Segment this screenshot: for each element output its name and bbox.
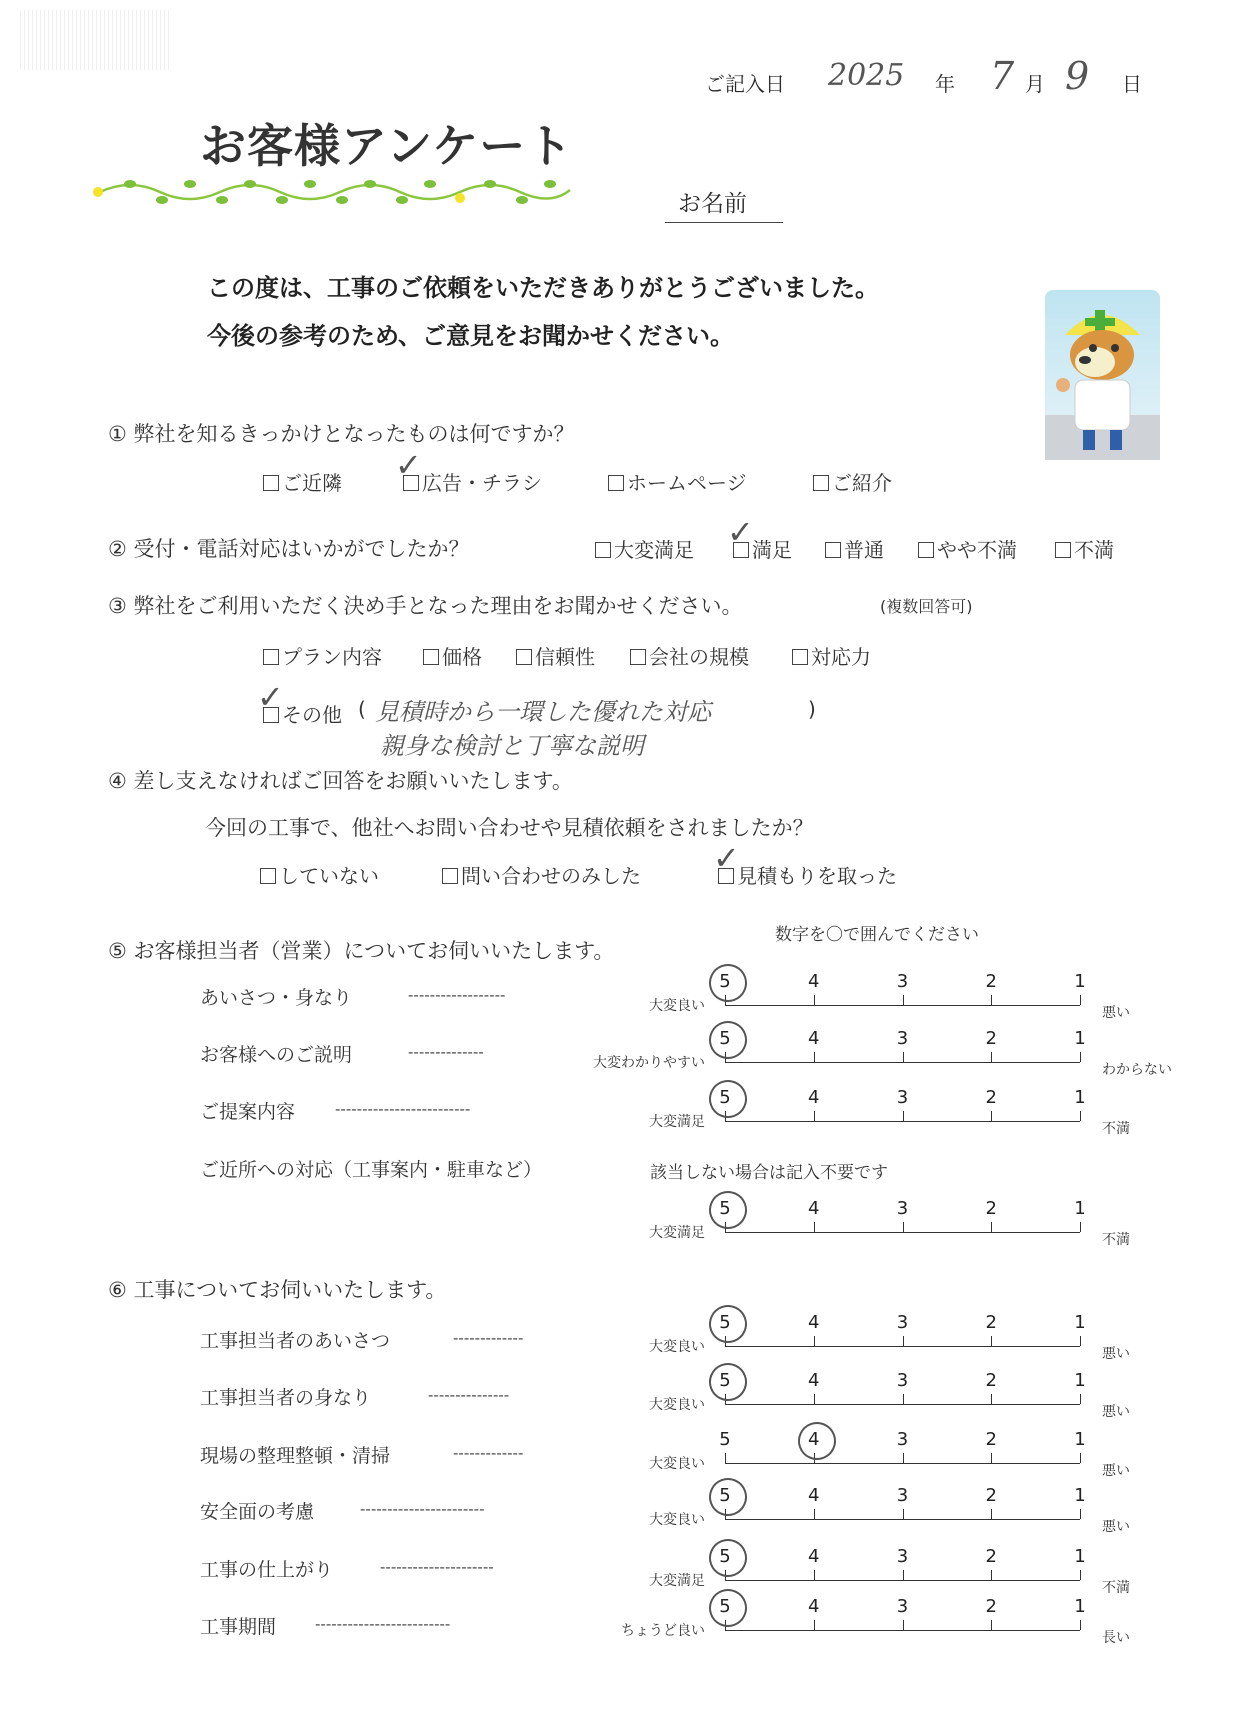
scale-number-3[interactable]: 3: [896, 1312, 909, 1333]
leader-dashes: -------------------------: [335, 1100, 471, 1118]
scale-number-4[interactable]: 4: [808, 1429, 820, 1450]
option-label: 広告・チラシ: [422, 471, 542, 495]
scale-number-3[interactable]: 3: [896, 1546, 909, 1567]
option-label: 価格: [442, 645, 482, 669]
scale-tick: [903, 1052, 904, 1062]
scale-left-label: 大変満足: [649, 1114, 705, 1130]
selected-circle-mark: [704, 1358, 753, 1407]
checkbox[interactable]: [918, 542, 934, 558]
scale-number-1[interactable]: 1: [1074, 971, 1086, 992]
q6-item-label: 工事期間: [200, 1616, 277, 1638]
q2-option-very-satisfied[interactable]: [595, 534, 694, 563]
checkbox[interactable]: [595, 542, 611, 558]
scale-number-1[interactable]: 1: [1074, 1312, 1086, 1333]
scale-tick: [903, 1570, 904, 1580]
scale-number-5[interactable]: 5: [719, 1028, 731, 1049]
scale-tick: [814, 1052, 815, 1062]
option-label: 会社の規模: [649, 645, 749, 669]
checkmark-icon: ✓: [257, 678, 284, 716]
q5-item-note: 該当しない場合は記入不要です: [650, 1163, 888, 1183]
scale-number-3[interactable]: 3: [896, 971, 909, 992]
scale-tick: [903, 995, 904, 1005]
checkbox[interactable]: [825, 542, 841, 558]
leader-dashes: --------------: [408, 1043, 484, 1061]
scale-tick: [1080, 1052, 1081, 1062]
option-label: していない: [279, 864, 379, 888]
scale-number-4[interactable]: 4: [808, 1485, 820, 1506]
q1-option-homepage[interactable]: [608, 467, 747, 496]
scale-right-label: 長い: [1102, 1630, 1130, 1646]
q2-question: ② 受付・電話対応はいかがでしたか？: [108, 537, 470, 561]
q5-question: ⑤ お客様担当者（営業）についてお伺いいたします。: [108, 939, 615, 963]
scale-number-4[interactable]: 4: [808, 1028, 820, 1049]
scale-line: [725, 1062, 1080, 1063]
scale-left-label: 大変良い: [649, 1512, 705, 1528]
scale-right-label: 悪い: [1102, 1519, 1130, 1535]
scale-tick: [991, 1509, 992, 1519]
q1-option-flyer[interactable]: [403, 467, 542, 496]
checkmark-icon: ✓: [395, 446, 422, 484]
scale-right-label: 悪い: [1102, 1463, 1130, 1479]
scale-tick: [814, 1620, 815, 1630]
scale-number-5[interactable]: 5: [719, 1596, 731, 1617]
scale-number-4[interactable]: 4: [808, 971, 820, 992]
scale-number-1[interactable]: 1: [1074, 1087, 1086, 1108]
option-label: 対応力: [811, 645, 871, 669]
scale-right-label: 不満: [1102, 1232, 1130, 1248]
q3-other-open-paren: (: [358, 697, 366, 721]
scale-tick: [903, 1509, 904, 1519]
selected-circle-mark: [704, 1016, 753, 1065]
q6-item-label: 安全面の考慮: [200, 1501, 315, 1523]
name-field[interactable]: [665, 222, 783, 223]
scale-line: [725, 1580, 1080, 1581]
leader-dashes: -------------------------: [315, 1615, 451, 1633]
option-label: ご近隣: [282, 471, 342, 495]
option-label: 満足: [752, 538, 792, 562]
scale-tick: [991, 1052, 992, 1062]
scale-number-5[interactable]: 5: [719, 1312, 731, 1333]
scale-tick: [814, 1570, 815, 1580]
leader-dashes: ---------------------: [380, 1558, 494, 1576]
q6-item-label: 工事担当者のあいさつ: [200, 1330, 391, 1352]
scale-tick: [1080, 1570, 1081, 1580]
q4-question: ④ 差し支えなければご回答をお願いいたします。: [108, 769, 573, 793]
checkbox[interactable]: [263, 475, 279, 491]
option-label: 見積もりを取った: [737, 864, 897, 888]
scale-tick: [991, 1222, 992, 1232]
scale-tick: [1080, 1111, 1081, 1121]
scale-number-1[interactable]: 1: [1074, 1596, 1086, 1617]
scale-tick: [1080, 1336, 1081, 1346]
q6-question: ⑥ 工事についてお伺いいたします。: [108, 1278, 447, 1302]
scale-tick: [1080, 1453, 1081, 1463]
scale-number-3[interactable]: 3: [896, 1485, 909, 1506]
scale-tick: [903, 1336, 904, 1346]
leader-dashes: -------------: [453, 1444, 524, 1462]
q5-item-label: お客様へのご説明: [200, 1044, 353, 1066]
intro-line-1: この度は、工事のご依頼をいただきありがとうございました。: [207, 274, 879, 302]
scale-number-1[interactable]: 1: [1074, 1198, 1086, 1219]
scale-tick: [991, 1453, 992, 1463]
scale-tick: [1080, 1394, 1081, 1404]
selected-circle-mark: [792, 1417, 841, 1466]
scale-tick: [725, 1453, 726, 1463]
scale-line: [725, 1346, 1080, 1347]
scale-left-label: 大変良い: [649, 1397, 705, 1413]
q3-option-trust[interactable]: [516, 641, 595, 670]
scale-left-label: ちょうど良い: [621, 1623, 705, 1639]
q1-option-neighbor[interactable]: [263, 467, 342, 496]
selected-circle-mark: [704, 1473, 753, 1522]
date-month-field[interactable]: 7: [990, 54, 1015, 98]
q3-other-text-line2[interactable]: 親身な検討と丁寧な説明: [380, 732, 644, 760]
checkbox[interactable]: [792, 649, 808, 665]
scale-line: [725, 1519, 1080, 1520]
scale-number-5[interactable]: 5: [719, 1546, 731, 1567]
q6-item-label: 工事担当者の身なり: [200, 1387, 372, 1409]
date-year-field[interactable]: 2025: [828, 58, 905, 93]
q2-option-normal[interactable]: [825, 534, 884, 563]
checkbox[interactable]: [516, 649, 532, 665]
q4-option-inquiry-only[interactable]: [442, 860, 641, 889]
scale-left-label: 大変良い: [649, 998, 705, 1014]
scale-left-label: 大変満足: [649, 1573, 705, 1589]
scale-right-label: 不満: [1102, 1121, 1130, 1137]
option-label: 信頼性: [535, 645, 595, 669]
month-unit: 月: [1025, 72, 1045, 96]
option-label: ホームページ: [627, 471, 747, 495]
page-title: お客様アンケート: [200, 119, 574, 173]
scale-number-3[interactable]: 3: [896, 1198, 909, 1219]
day-unit: 日: [1122, 72, 1142, 96]
scale-line: [725, 1232, 1080, 1233]
option-label: プラン内容: [282, 645, 382, 669]
scale-number-5[interactable]: 5: [719, 1429, 731, 1450]
leader-dashes: ------------------: [408, 986, 506, 1004]
scale-number-2[interactable]: 2: [985, 1429, 997, 1450]
date-label: ご記入日: [705, 72, 785, 96]
q3-question: ③ 弊社をご利用いただく決め手となった理由をお聞かせください。: [108, 594, 743, 618]
option-label: その他: [282, 703, 342, 727]
scale-number-5[interactable]: 5: [719, 1370, 731, 1391]
scale-number-1[interactable]: 1: [1074, 1485, 1086, 1506]
scale-tick: [903, 1222, 904, 1232]
year-unit: 年: [935, 72, 955, 96]
scale-number-3[interactable]: 3: [896, 1429, 909, 1450]
scale-tick: [991, 995, 992, 1005]
scale-tick: [903, 1453, 904, 1463]
leader-dashes: -----------------------: [360, 1500, 485, 1518]
q3-other-text-line1[interactable]: 見積時から一環した優れた対応: [375, 698, 711, 726]
q6-item-label: 工事の仕上がり: [200, 1559, 334, 1581]
scale-number-3[interactable]: 3: [896, 1370, 909, 1391]
scale-right-label: 悪い: [1102, 1346, 1130, 1362]
scale-tick: [814, 995, 815, 1005]
option-label: やや不満: [937, 538, 1017, 562]
q5-item-label: あいさつ・身なり: [200, 987, 353, 1009]
intro-line-2: 今後の参考のため、ご意見をお聞かせください。: [207, 322, 735, 350]
scale-tick: [814, 1111, 815, 1121]
scale-tick: [991, 1394, 992, 1404]
scale-number-2[interactable]: 2: [985, 1312, 997, 1333]
checkbox[interactable]: [442, 868, 458, 884]
scale-number-1[interactable]: 1: [1074, 1028, 1086, 1049]
q4-option-got-estimate[interactable]: [718, 860, 897, 889]
scale-number-2[interactable]: 2: [985, 1596, 997, 1617]
leader-dashes: -------------: [453, 1329, 524, 1347]
scale-right-label: 悪い: [1102, 1005, 1130, 1021]
scale-number-4[interactable]: 4: [808, 1546, 820, 1567]
checkbox[interactable]: [260, 868, 276, 884]
scale-tick: [1080, 1509, 1081, 1519]
checkmark-icon: ✓: [713, 839, 740, 877]
option-label: 大変満足: [614, 538, 694, 562]
name-label: お名前: [678, 191, 747, 217]
scale-line: [725, 1005, 1080, 1006]
checkbox[interactable]: [608, 475, 624, 491]
q3-note: (複数回答可): [880, 597, 973, 616]
scale-number-1[interactable]: 1: [1074, 1429, 1086, 1450]
scale-right-label: わからない: [1102, 1062, 1172, 1078]
q1-question: ① 弊社を知るきっかけとなったものは何ですか？: [108, 422, 575, 446]
q1-option-referral[interactable]: [813, 467, 892, 496]
option-label: 問い合わせのみした: [461, 864, 641, 888]
checkmark-icon: ✓: [727, 513, 754, 551]
scale-left-label: 大変良い: [649, 1456, 705, 1472]
date-day-field[interactable]: 9: [1065, 54, 1090, 98]
scale-number-2[interactable]: 2: [985, 1028, 997, 1049]
checkbox[interactable]: [423, 649, 439, 665]
scale-tick: [814, 1394, 815, 1404]
scale-line: [725, 1121, 1080, 1122]
scale-left-label: 大変満足: [649, 1225, 705, 1241]
scale-tick: [903, 1394, 904, 1404]
scale-number-4[interactable]: 4: [808, 1198, 820, 1219]
vine-decoration-icon: [90, 170, 580, 210]
checkbox[interactable]: [263, 649, 279, 665]
scan-artifact: [20, 10, 170, 70]
selected-circle-mark: [704, 1186, 753, 1235]
scale-number-2[interactable]: 2: [985, 1546, 997, 1567]
scale-number-3[interactable]: 3: [896, 1596, 909, 1617]
scale-number-5[interactable]: 5: [719, 1485, 731, 1506]
scale-number-4[interactable]: 4: [808, 1596, 820, 1617]
scale-number-4[interactable]: 4: [808, 1087, 820, 1108]
q3-option-price[interactable]: [423, 641, 482, 670]
scale-tick: [814, 1509, 815, 1519]
scale-number-2[interactable]: 2: [985, 1087, 997, 1108]
scale-number-2[interactable]: 2: [985, 1198, 997, 1219]
selected-circle-mark: [704, 1300, 753, 1349]
q3-option-responsiveness[interactable]: [792, 641, 871, 670]
scale-number-4[interactable]: 4: [808, 1312, 820, 1333]
q6-item-label: 現場の整理整頓・清掃: [200, 1445, 391, 1467]
selected-circle-mark: [704, 1534, 753, 1583]
option-label: 不満: [1074, 538, 1114, 562]
scale-tick: [991, 1620, 992, 1630]
scale-line: [725, 1630, 1080, 1631]
checkbox[interactable]: [1055, 542, 1071, 558]
scale-number-3[interactable]: 3: [896, 1087, 909, 1108]
q4-option-none[interactable]: [260, 860, 379, 889]
scale-tick: [903, 1111, 904, 1121]
selected-circle-mark: [704, 959, 753, 1008]
scale-left-label: 大変わかりやすい: [593, 1055, 705, 1071]
scale-tick: [991, 1570, 992, 1580]
scale-tick: [814, 1222, 815, 1232]
scale-tick: [814, 1336, 815, 1346]
scale-tick: [991, 1111, 992, 1121]
scale-line: [725, 1463, 1080, 1464]
q3-option-plan[interactable]: [263, 641, 382, 670]
scale-number-1[interactable]: 1: [1074, 1370, 1086, 1391]
q5-item-label: ご提案内容: [200, 1101, 296, 1123]
scale-tick: [1080, 995, 1081, 1005]
checkbox[interactable]: [813, 475, 829, 491]
q4-sub-question: 今回の工事で、他社へお問い合わせや見積依頼をされましたか？: [205, 816, 814, 840]
scale-number-2[interactable]: 2: [985, 971, 997, 992]
scale-tick: [903, 1620, 904, 1630]
scale-line: [725, 1404, 1080, 1405]
q3-other-close-paren: ): [808, 697, 816, 721]
checkbox[interactable]: [630, 649, 646, 665]
date-row: [705, 68, 785, 97]
scale-left-label: 大変良い: [649, 1339, 705, 1355]
scale-number-2[interactable]: 2: [985, 1370, 997, 1391]
q5-item-label: ご近所への対応（工事案内・駐車など）: [200, 1159, 543, 1181]
q2-option-somewhat-dissatisfied[interactable]: [918, 534, 1017, 563]
scale-number-5[interactable]: 5: [719, 1198, 731, 1219]
scale-right-label: 悪い: [1102, 1404, 1130, 1420]
selected-circle-mark: [704, 1584, 753, 1633]
mascot-dog-icon: [1045, 290, 1160, 460]
scale-number-5[interactable]: 5: [719, 971, 731, 992]
option-label: ご紹介: [832, 471, 892, 495]
scale-tick: [1080, 1620, 1081, 1630]
q2-option-dissatisfied[interactable]: [1055, 534, 1114, 563]
scale-number-1[interactable]: 1: [1074, 1546, 1086, 1567]
scale-number-2[interactable]: 2: [985, 1485, 997, 1506]
scale-right-label: 不満: [1102, 1580, 1130, 1596]
scale-tick: [1080, 1222, 1081, 1232]
option-label: 普通: [844, 538, 884, 562]
scale-number-5[interactable]: 5: [719, 1087, 731, 1108]
leader-dashes: ---------------: [428, 1386, 510, 1404]
selected-circle-mark: [704, 1075, 753, 1124]
q3-option-company-size[interactable]: [630, 641, 749, 670]
scale-tick: [991, 1336, 992, 1346]
q5-instruction: 数字を〇で囲んでください: [775, 925, 979, 945]
scale-number-4[interactable]: 4: [808, 1370, 820, 1391]
scale-number-3[interactable]: 3: [896, 1028, 909, 1049]
